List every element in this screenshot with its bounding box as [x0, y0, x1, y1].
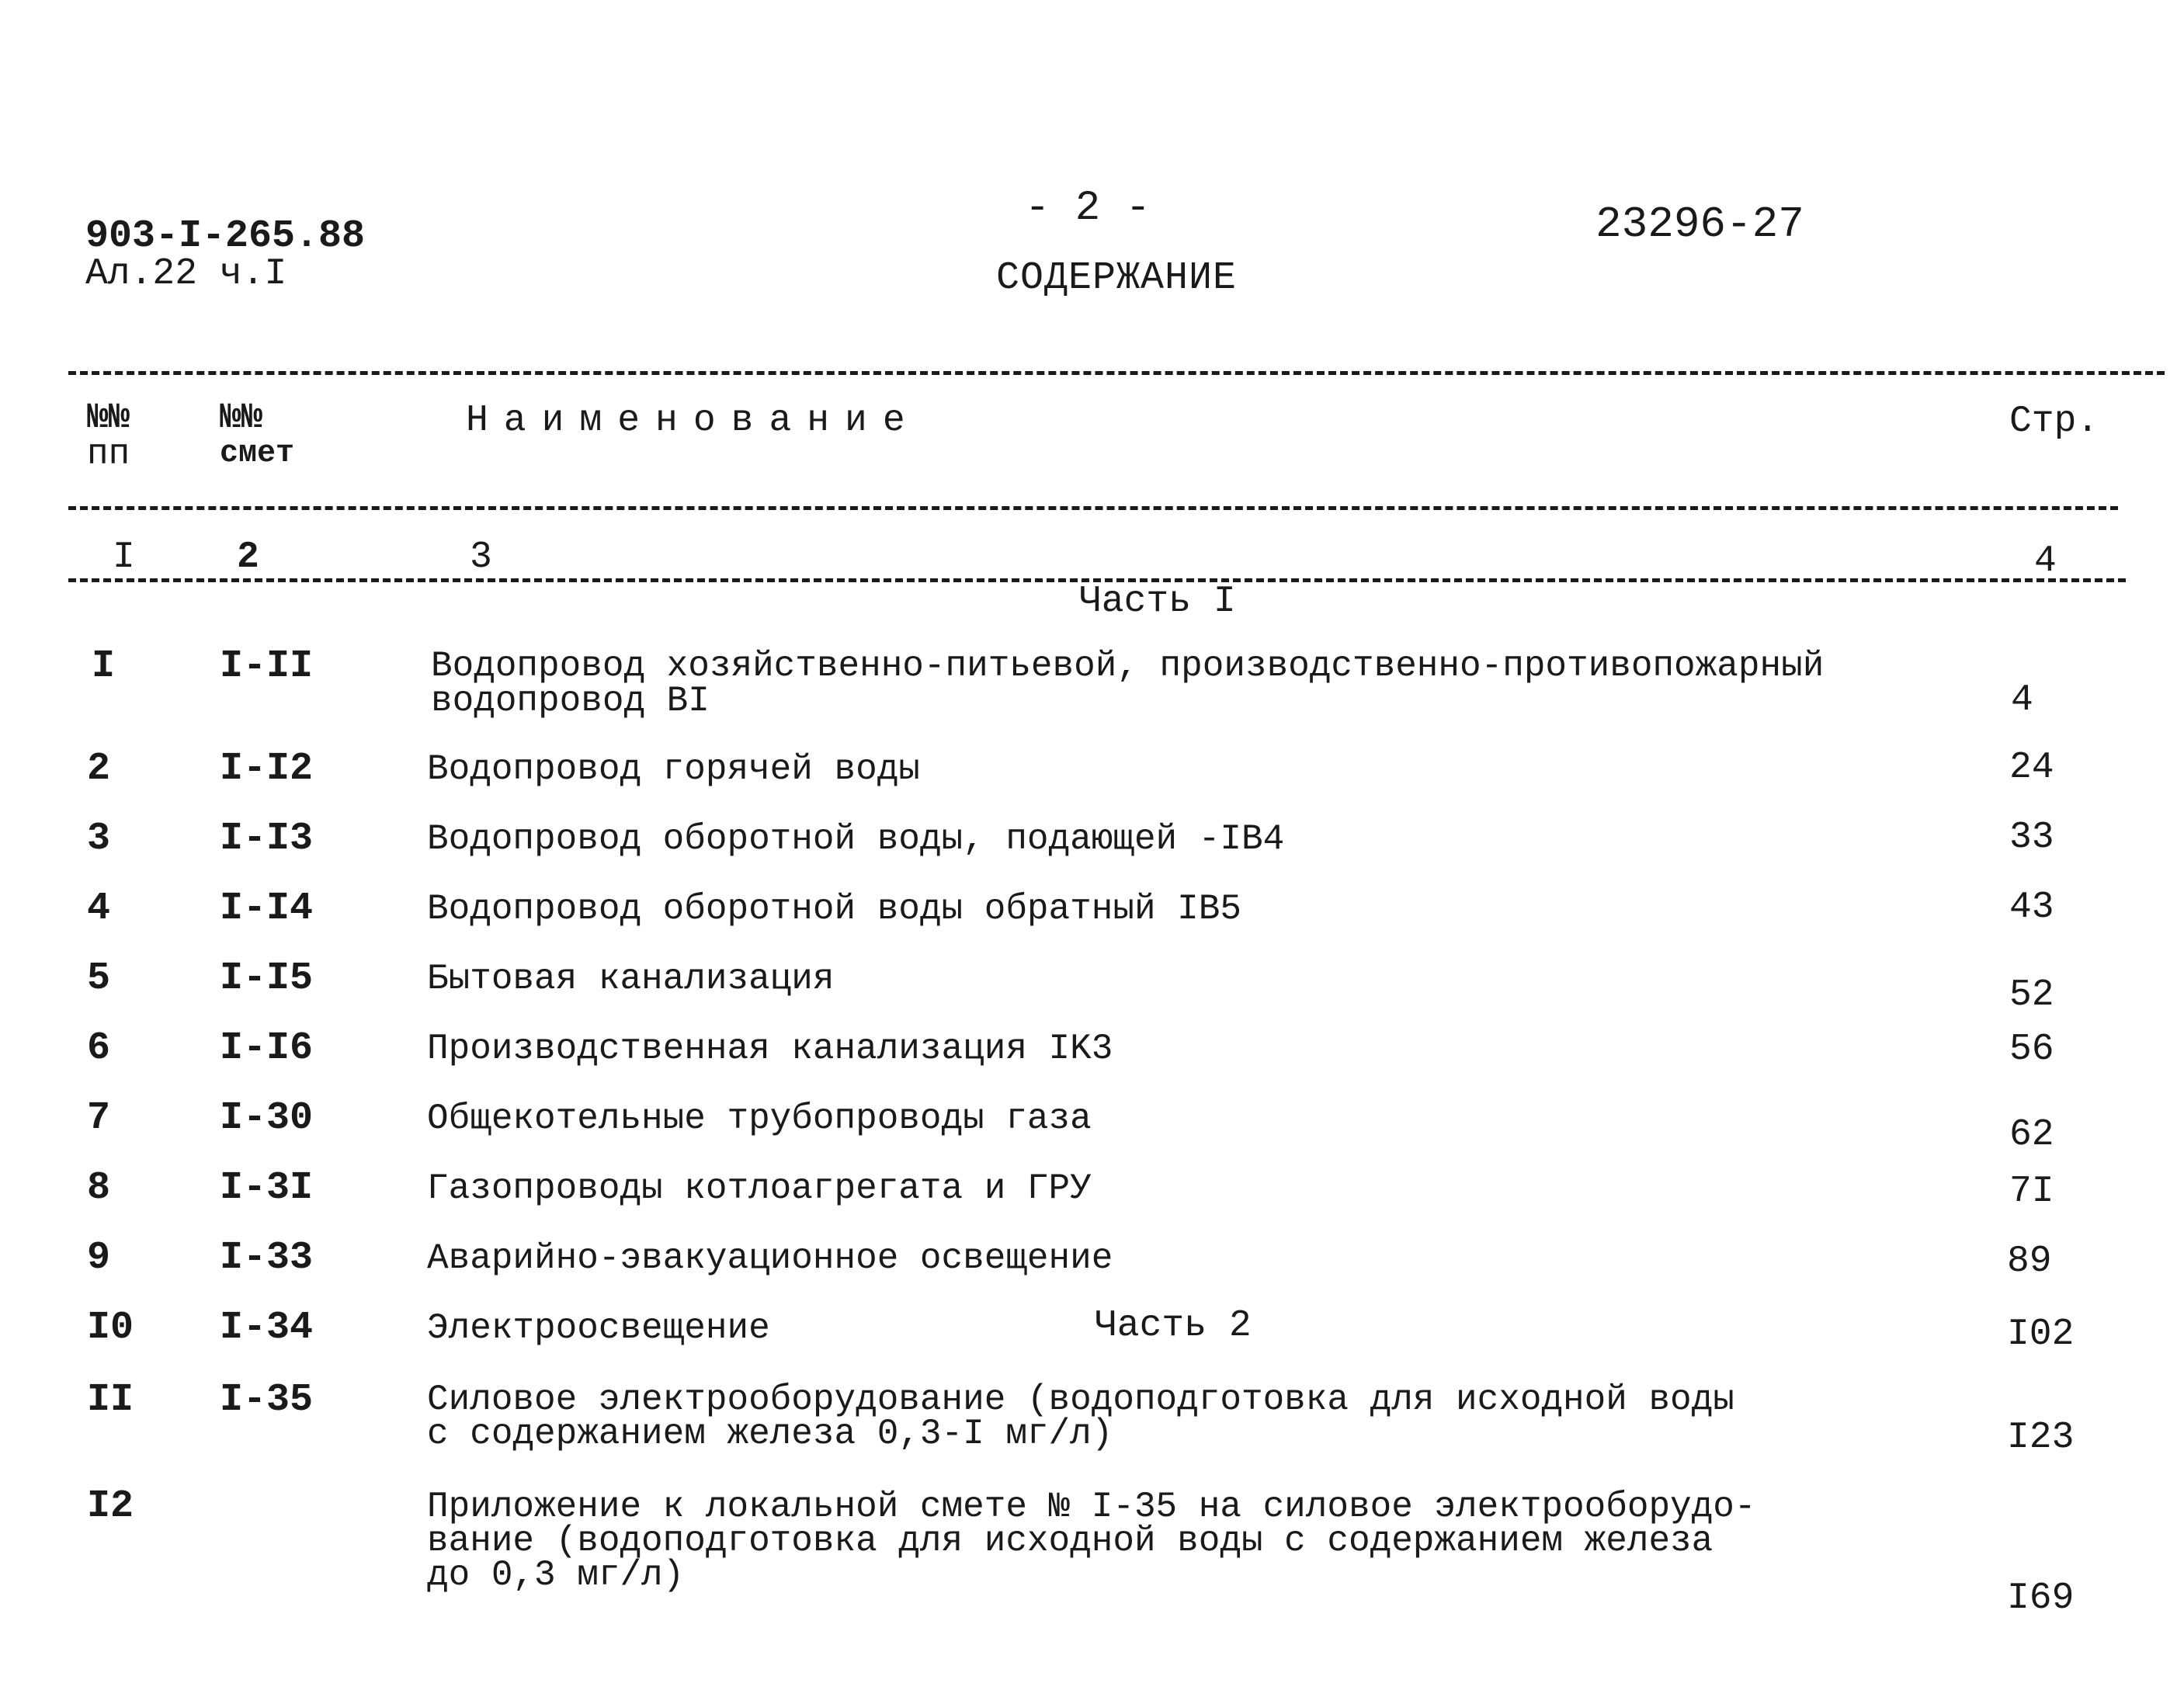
row-number: 3	[87, 817, 111, 861]
row-name-continued: вание (водоподготовка для исходной воды с содержанием железа	[427, 1521, 1714, 1561]
row-name: Приложение к локальной смете № I-35 на силовое электрооборудо-	[427, 1487, 1756, 1527]
row-estimate: I-35	[220, 1378, 314, 1422]
column-header-no-sub: пп	[87, 434, 130, 474]
row-estimate: I-I4	[220, 887, 314, 931]
row-name: Водопровод хозяйственно-питьевой, производственно-противопожарный	[431, 646, 1825, 686]
row-name: Водопровод горячей воды	[427, 749, 920, 790]
row-page: 62	[2009, 1114, 2054, 1156]
row-number: 7	[87, 1096, 111, 1140]
row-number: I2	[87, 1484, 134, 1529]
row-number: II	[87, 1378, 134, 1422]
album-reference: Ал.22 ч.I	[85, 253, 287, 295]
row-number: 6	[87, 1026, 111, 1071]
column-number-1: I	[113, 536, 135, 578]
row-page: 52	[2009, 974, 2054, 1016]
row-name: Аварийно-эвакуационное освещение	[427, 1238, 1113, 1279]
row-name-continued: с содержанием железа 0,3-I мг/л)	[427, 1414, 1113, 1454]
row-estimate: I-I5	[220, 956, 314, 1001]
row-name-continued: до 0,3 мг/л)	[427, 1555, 685, 1595]
row-number: 9	[87, 1236, 111, 1280]
row-estimate: I-3I	[220, 1166, 314, 1210]
row-estimate: I-30	[220, 1096, 314, 1140]
row-name: Водопровод оборотной воды, подающей -IB4	[427, 819, 1285, 859]
column-header-name: Наименование	[466, 400, 921, 442]
page-title: СОДЕРЖАНИЕ	[996, 256, 1238, 300]
column-number-3: 3	[470, 536, 492, 578]
row-page: 24	[2009, 747, 2054, 789]
row-page: 7I	[2009, 1171, 2054, 1213]
row-number: 8	[87, 1166, 111, 1210]
row-name: Силовое электрооборудование (водоподготовка для исходной воды	[427, 1380, 1734, 1420]
rule-middle	[68, 506, 2118, 510]
row-estimate: I-I2	[220, 747, 314, 791]
column-number-4: 4	[2034, 540, 2057, 582]
row-page: I23	[2007, 1417, 2075, 1459]
row-name: Водопровод оборотной воды обратный IB5	[427, 889, 1241, 929]
column-header-page: Стр.	[2009, 401, 2099, 442]
section-part-2: Часть 2	[1095, 1305, 1252, 1347]
column-number-2: 2	[237, 536, 259, 578]
column-header-estimate: №№	[220, 397, 263, 438]
row-estimate: I-I3	[220, 817, 314, 861]
row-page: I02	[2007, 1314, 2075, 1355]
column-header-estimate-sub: смет	[220, 436, 295, 471]
rule-top	[68, 371, 2165, 375]
row-estimate: I-II	[220, 644, 314, 689]
row-page: 43	[2009, 887, 2054, 928]
row-page: 56	[2009, 1029, 2054, 1071]
row-name: Производственная канализация IK3	[427, 1029, 1113, 1069]
row-page: I69	[2007, 1577, 2075, 1619]
row-estimate: I-I6	[220, 1026, 314, 1071]
row-number: 4	[87, 887, 111, 931]
column-header-no: №№	[87, 397, 130, 438]
row-number: I0	[87, 1306, 134, 1350]
row-number: I	[92, 644, 116, 689]
row-name: Газопроводы котлоагрегата и ГРУ	[427, 1168, 1092, 1209]
row-page: 33	[2009, 817, 2054, 859]
document-code: 903-I-265.88	[85, 214, 366, 259]
section-part-1: Часть I	[1079, 581, 1236, 623]
registration-number: 23296-27	[1595, 200, 1804, 249]
row-estimate: I-33	[220, 1236, 314, 1280]
row-name: Общекотельные трубопроводы газа	[427, 1098, 1092, 1139]
row-number: 5	[87, 956, 111, 1001]
row-name: Бытовая канализация	[427, 959, 835, 999]
row-page: 89	[2007, 1241, 2052, 1282]
row-name-continued: водопровод BI	[431, 681, 710, 721]
page-number: - 2 -	[1025, 185, 1151, 232]
row-estimate: I-34	[220, 1306, 314, 1350]
row-page: 4	[2011, 679, 2033, 721]
row-name: Электроосвещение	[427, 1308, 770, 1348]
row-number: 2	[87, 747, 111, 791]
